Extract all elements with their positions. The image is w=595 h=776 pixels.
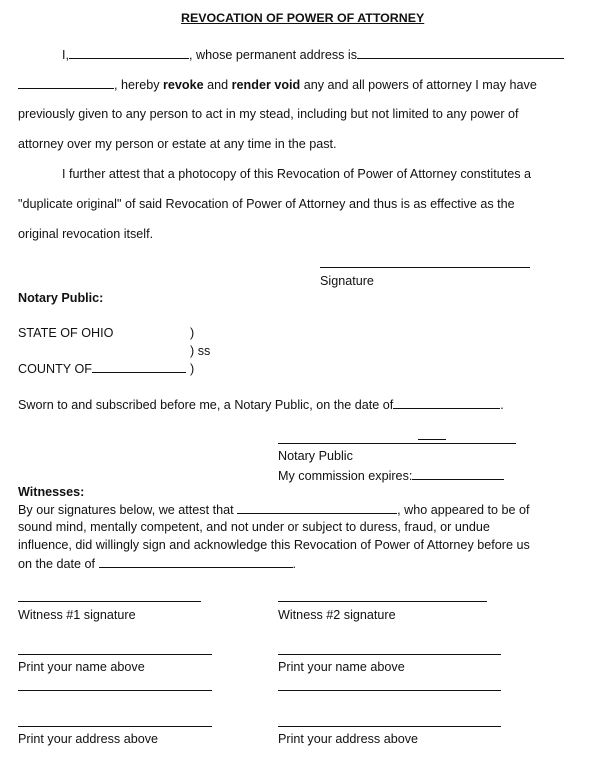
principal-name-blank[interactable] [237,502,397,514]
notary-heading: Notary Public: [18,291,104,305]
witness2-name-line[interactable] [278,654,501,655]
witness1-signature-line[interactable] [18,601,201,602]
witness1-name-label: Print your name above [18,660,145,674]
notary-signature-mark [418,439,446,440]
para2-line2: "duplicate original" of said Revocation of Power of Attorney and thus is as effective as the [18,197,515,211]
para1-line1: I, , whose permanent address is [62,47,564,63]
witness2-address-line2[interactable] [278,726,501,727]
county-line: COUNTY OF [18,361,186,377]
witness1-name-line[interactable] [18,654,212,655]
sworn-line: Sworn to and subscribed before me, a Notary Public, on the date of . [18,398,504,412]
name-blank[interactable] [69,47,189,59]
witness2-signature-label: Witness #2 signature [278,608,396,622]
para1-line2: , hereby revoke and render void any and all powers of attorney I may have [18,77,537,93]
witness1-address-line2[interactable] [18,726,212,727]
witness-para-line3: influence, did willingly sign and acknowledge this Revocation of Power of Attorney before us [18,538,530,552]
witness1-signature-label: Witness #1 signature [18,608,136,622]
witness-para-line2: sound mind, mentally competent, and not under or subject to duress, fraud, or undue [18,520,490,534]
witnesses-heading: Witnesses: [18,485,85,499]
commission-line: My commission expires: [278,468,504,484]
witness2-address-label: Print your address above [278,732,419,746]
county-blank[interactable] [92,361,186,373]
address-blank[interactable] [357,47,564,59]
para1-line4: attorney over my person or estate at any time in the past. [18,137,337,151]
notary-signature-line[interactable] [278,443,516,444]
witness1-address-line1[interactable] [18,690,212,691]
witness2-signature-line[interactable] [278,601,487,602]
bracket-bottom: ) [190,362,195,376]
witness1-address-label: Print your address above [18,732,159,746]
para1-line3: previously given to any person to act in my stead, including but not limited to any power of [18,107,519,121]
sworn-date-blank[interactable] [393,397,500,409]
para2-line1: I further attest that a photocopy of this Revocation of Power of Attorney constitutes a [62,167,532,181]
state-label: STATE OF OHIO [18,326,114,340]
notary-public-label: Notary Public [278,449,353,463]
witness2-name-label: Print your name above [278,660,405,674]
witness-para-line4: on the date of . [18,557,297,571]
document-title: REVOCATION OF POWER OF ATTORNEY [181,11,425,25]
signature-line[interactable] [320,267,530,268]
para2-line3: original revocation itself. [18,227,154,241]
witness2-address-line1[interactable] [278,690,501,691]
signature-label: Signature [320,274,374,288]
bracket-top: ) [190,326,195,340]
address-blank-continued[interactable] [18,77,114,89]
commission-blank[interactable] [412,468,504,480]
witness-para-line1: By our signatures below, we attest that , who appeared to be of [18,503,530,517]
ss-marker: ) ss [190,344,211,358]
witness-date-blank[interactable] [99,556,293,568]
